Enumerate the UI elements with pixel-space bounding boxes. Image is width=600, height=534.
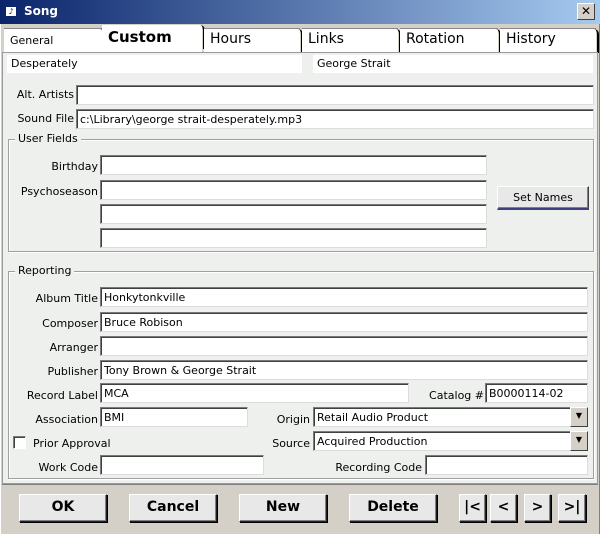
delete-button[interactable]: Delete [349,494,437,522]
tab-links[interactable] [302,28,398,52]
user-field-4-input[interactable] [100,228,487,248]
tab-hours[interactable] [204,28,300,52]
composer-input[interactable]: Bruce Robison [100,312,588,332]
album-title-input[interactable]: Honkytonkville [100,287,588,307]
publisher-label: Publisher [47,365,98,378]
close-button[interactable]: ✕ [577,3,595,20]
tab-hours-label: Hours [210,31,252,47]
tab-history-label: History [506,31,556,47]
alt-artists-label: Alt. Artists [16,88,74,101]
user-field-3-input[interactable] [100,204,487,224]
artist-display: George Strait [313,55,593,73]
user-fields-group-title: User Fields [15,132,81,145]
window-title: Song [24,4,59,18]
birthday-label: Birthday [51,160,98,173]
alt-artists-input[interactable] [76,85,594,105]
last-record-button[interactable]: >| [558,494,586,522]
record-label-label: Record Label [26,389,98,402]
tab-general[interactable] [4,28,102,52]
origin-label: Origin [276,413,310,426]
association-label: Association [35,413,98,426]
composer-label: Composer [42,317,98,330]
tab-custom[interactable] [102,25,202,53]
tab-history[interactable] [500,28,596,52]
arranger-input[interactable] [100,336,588,356]
arranger-label: Arranger [49,341,98,354]
previous-record-button[interactable]: < [490,494,517,522]
psychoseason-label: Psychoseason [20,185,98,198]
prior-approval-checkbox[interactable] [13,436,26,449]
new-button[interactable]: New [239,494,327,522]
recording-code-input[interactable] [425,455,588,475]
source-dropdown-arrow-icon[interactable]: ▼ [570,431,588,451]
ok-button[interactable]: OK [19,494,107,522]
set-names-button[interactable]: Set Names [497,186,589,210]
psychoseason-input[interactable] [100,180,487,200]
reporting-group-title: Reporting [15,264,74,277]
tab-general-label: General [10,34,54,47]
record-label-input[interactable]: MCA [100,383,409,403]
cancel-button[interactable]: Cancel [129,494,217,522]
tab-strip [2,25,598,53]
sound-file-label: Sound File [17,112,74,125]
first-record-button[interactable]: |< [459,494,486,522]
title-bar[interactable] [0,0,600,24]
work-code-input[interactable] [100,455,264,475]
source-select[interactable]: Acquired Production [313,431,588,451]
album-title-label: Album Title [35,292,98,305]
catalog-input[interactable]: B0000114-02 [485,383,588,403]
tab-custom-label: Custom [108,28,172,46]
sound-file-input[interactable]: c:\Library\george strait-desperately.mp3 [76,109,594,129]
prior-approval-label: Prior Approval [33,437,111,450]
recording-code-label: Recording Code [335,461,422,474]
birthday-input[interactable] [100,155,487,175]
work-code-label: Work Code [38,461,98,474]
source-label: Source [272,437,310,450]
next-record-button[interactable]: > [524,494,551,522]
song-title-display: Desperately [7,55,302,73]
publisher-input[interactable]: Tony Brown & George Strait [100,360,588,380]
origin-select[interactable]: Retail Audio Product [313,407,588,427]
catalog-label: Catalog # [429,389,484,402]
song-window-icon: ♪ [5,6,17,17]
tab-links-label: Links [308,31,344,47]
origin-dropdown-arrow-icon[interactable]: ▼ [570,407,588,427]
tab-rotation-label: Rotation [406,31,465,47]
tab-rotation[interactable] [400,28,498,52]
association-input[interactable]: BMI [100,407,248,427]
